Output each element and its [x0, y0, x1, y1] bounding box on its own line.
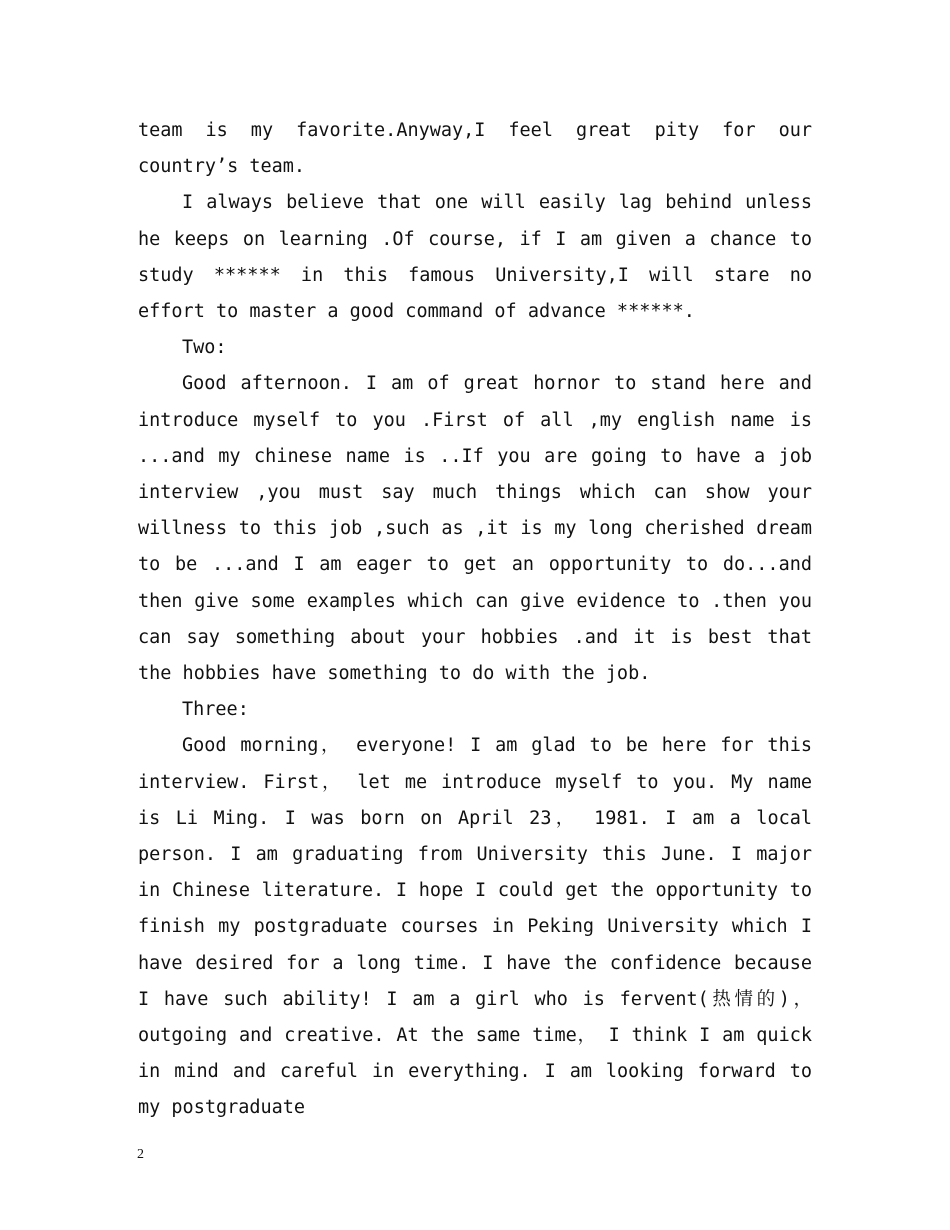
paragraph-learning: I always believe that one will easily lag behind unless he keeps on learning .Of course, if I am given a chance to study ****** in this famous University,I will stare no effort to master a good command of advance ******. [138, 192, 812, 323]
document-body [138, 113, 812, 1127]
page-number: 2 [137, 1147, 144, 1162]
section-heading-two: Two: [182, 337, 227, 359]
paragraph-good-afternoon: Good afternoon. I am of great hornor to stand here and introduce myself to you .First of all ,my english name is ...and my chinese name is ..If you are going to have a job interview ,you must say much things which can show your willness to this job ,such as ,it is my long cherished dream to be ...and I am eager to get an opportunity to do...and then give some examples which can give evidence to .then you can say something about your hobbies .and it is best that the hobbies have something to do with the job. [138, 373, 812, 685]
section-heading-three: Three: [182, 699, 249, 721]
paragraph-good-morning: Good morning， everyone! I am glad to be here for this interview. First， let me introduce myself to you. My name is Li Ming. I was born on April 23， 1981. I am a local person. I am graduating from University this June. I major in Chinese literature. I hope I could get the opportunity to finish my postgraduate courses in Peking University which I have desired for a long time. I have the confidence because I have such ability! I am a girl who is fervent(热情的)， outgoing and creative. At the same time， I think I am quick in mind and careful in everything. I am looking forward to my postgraduate [138, 735, 812, 1119]
paragraph-continuation: team is my favorite.Anyway,I feel great pity for our country’s team. [138, 120, 812, 178]
